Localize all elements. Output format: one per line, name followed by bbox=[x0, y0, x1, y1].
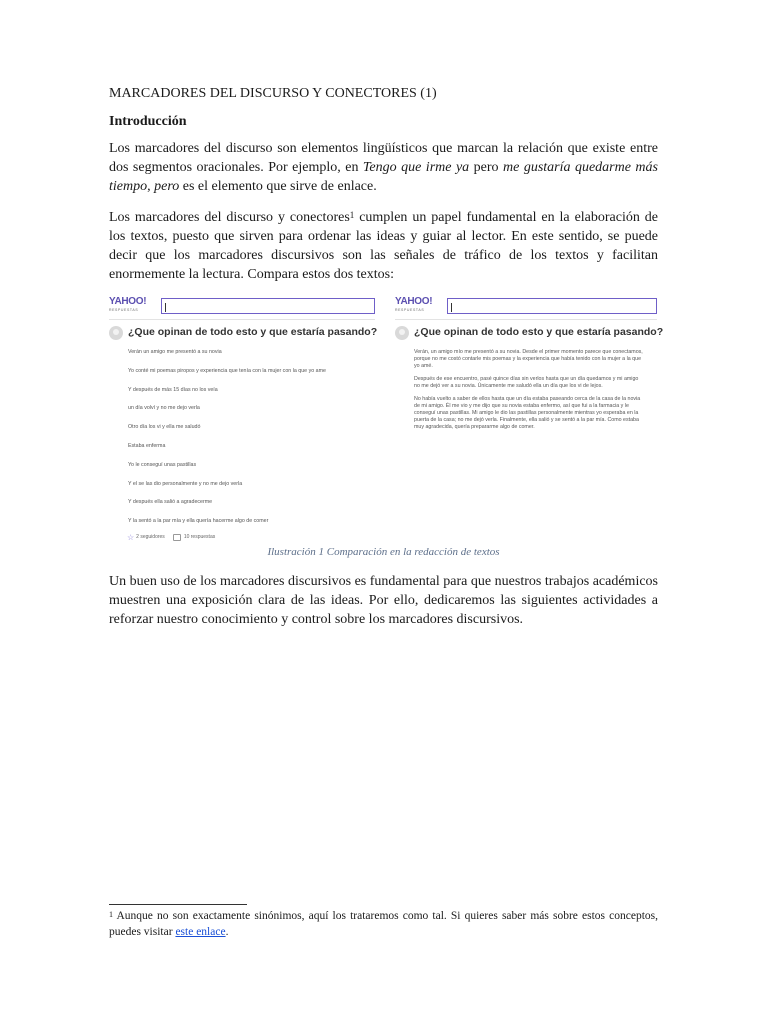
question-stats bbox=[127, 533, 375, 542]
question-title: ¿Que opinan de todo esto y que estaría pasando? bbox=[128, 326, 378, 338]
answer-line: Verán un amigo me presentó a su novia bbox=[128, 349, 222, 355]
yahoo-logo: YAHOO! RESPUESTAS bbox=[395, 296, 433, 312]
yahoo-header bbox=[395, 296, 657, 316]
screenshot-left bbox=[109, 296, 378, 542]
answers-count: 10 respuestas bbox=[183, 534, 216, 541]
p2-text-a: Los marcadores del discurso y conectores bbox=[109, 210, 350, 225]
answer-line: Otro día los vi y ella me saludó bbox=[128, 424, 201, 431]
followers-count: 2 seguidores bbox=[136, 534, 165, 541]
answer-lines bbox=[128, 349, 375, 525]
document-title: MARCADORES DEL DISCURSO Y CONECTORES (1) bbox=[109, 86, 437, 101]
answer-line: un día volví y no me dejo verla bbox=[128, 405, 200, 412]
answer-paragraphs bbox=[414, 349, 657, 431]
p1-example-1: Tengo que irme ya bbox=[362, 160, 470, 175]
answer-line: Yo le conseguí unas pastillas bbox=[128, 461, 197, 468]
answer-line: Y la sentó a la par mía y ella quería hacerme algo de comer bbox=[128, 518, 269, 525]
divider bbox=[109, 319, 375, 320]
footnote-number: 1 bbox=[109, 910, 113, 919]
figure-caption: Ilustración 1 Comparación en la redacción de textos bbox=[267, 546, 500, 558]
answer-line: Y después de más 15 días no los veía bbox=[128, 386, 218, 393]
answer-paragraph: Verán, un amigo mío me presentó a su novia. Desde el primer momento parece que conectamos, porque no me costó contarle mis poemas y la experiencia que había tenido con la mujer a la que yo amé. bbox=[414, 349, 643, 369]
answer-line: Y el se las dio personalmente y no me dejo verla bbox=[128, 480, 243, 487]
comparison-figure bbox=[109, 296, 664, 542]
paragraph-intro bbox=[109, 139, 658, 196]
message-icon bbox=[173, 534, 181, 541]
footnote-ref[interactable]: 1 bbox=[349, 210, 355, 220]
footnote-text: Aunque no son exactamente sinónimos, aquí los trataremos como tal. Si quieres saber más sobre estos conceptos, puedes visitar bbox=[109, 910, 658, 938]
p1-text-a: Los marcadores del discurso son elementos lingüísticos que marcan la relación que existe entre dos segmentos oracionales. Por ejemplo, en bbox=[109, 141, 658, 175]
section-heading: Introducción bbox=[109, 114, 187, 129]
footnote-end: . bbox=[225, 926, 229, 938]
star-icon[interactable]: ☆ bbox=[127, 532, 135, 542]
document-page bbox=[109, 84, 664, 641]
yahoo-logo: YAHOO! RESPUESTAS bbox=[109, 296, 147, 312]
footnote bbox=[109, 908, 658, 940]
search-input[interactable] bbox=[161, 298, 375, 314]
avatar bbox=[109, 326, 123, 340]
p2-text-b: cumplen un papel fundamental en la elaboración de los textos, puesto que sirven para ordenar las ideas y guiar al lector. En este sentido, se puede decir que los marcadores discursivos son las señales de tráfico de los textos y facilitan enormemente la lectura. Compara estos dos textos: bbox=[109, 210, 659, 282]
question-title: ¿Que opinan de todo esto y que estaría pasando? bbox=[414, 326, 664, 338]
question-row bbox=[109, 326, 378, 340]
answer-line: Y después ella salió a agradecerme bbox=[128, 499, 213, 506]
screenshot-right bbox=[395, 296, 664, 496]
answer-paragraph: No había vuelto a saber de ellos hasta que un día estaba paseando cerca de la casa de la novia de mi amigo. Él me vio y me dijo que su novia estaba enfermo, así que fui a la farmacia y le conseguí unas pastillas. Mi amigo le dio las pastillas personalmente mientras yo esperaba en la puerta de la casa; no me dejó verla. Finalmente, ella salió y se sentó a la par mía. Como estaba muy agradecida, quería prepararme algo de comer. bbox=[414, 396, 641, 430]
p1-text-g: es el elemento que sirve de enlace. bbox=[179, 179, 377, 194]
question-row bbox=[395, 326, 664, 340]
divider bbox=[395, 319, 657, 320]
paragraph-markers bbox=[109, 208, 658, 284]
search-input[interactable] bbox=[447, 298, 657, 314]
yahoo-header bbox=[109, 296, 375, 316]
p1-example-3: pero bbox=[154, 179, 180, 194]
answer-line: Yo conté mi poemas piropos y experiencia que tenía con la mujer con la que yo ame bbox=[128, 367, 326, 374]
answer-paragraph: Después de ese encuentro, pasé quince días sin verlos hasta que un día quedamos y mi amigo no me dejó ver a su novia. Únicamente me saludó ella un día que los vi de lejos. bbox=[414, 376, 639, 389]
paragraph-conclusion: Un buen uso de los marcadores discursivos es fundamental para que nuestros trabajos académicos muestren una exposición clara de las ideas. Por ello, dedicaremos las siguientes actividades a reforzar nuestro conocimiento y control sobre los marcadores discursivos. bbox=[109, 574, 658, 627]
p1-text-c: pero bbox=[469, 160, 504, 175]
p1-example-2: me gustaría quedarme más tiempo bbox=[109, 160, 658, 194]
footnote-separator bbox=[109, 904, 247, 905]
answer-line: Estaba enferma bbox=[128, 442, 166, 449]
footnote-link[interactable]: este enlace bbox=[175, 926, 226, 938]
p1-text-e: , bbox=[147, 179, 155, 194]
avatar bbox=[395, 326, 409, 340]
